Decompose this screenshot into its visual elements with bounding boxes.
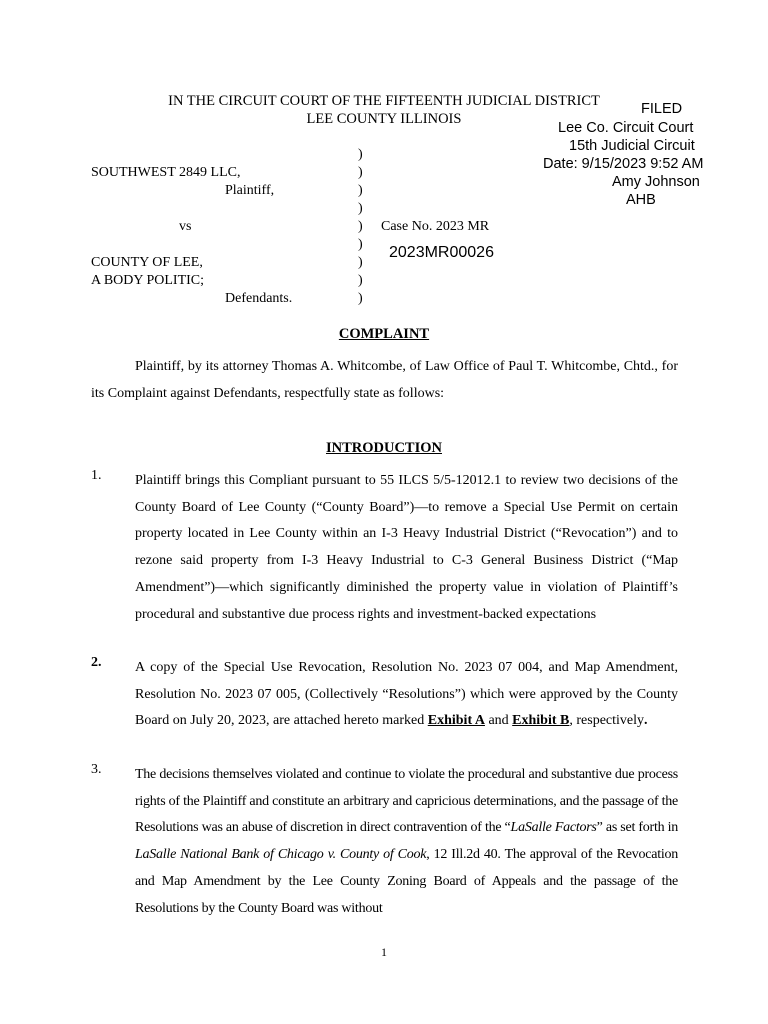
stamp-court: Lee Co. Circuit Court <box>558 120 694 136</box>
caption-paren: ) <box>358 273 363 288</box>
court-header-line2: LEE COUNTY ILLINOIS <box>306 111 462 127</box>
defendant-line1: COUNTY OF LEE, <box>91 255 203 270</box>
caption-paren: ) <box>358 147 363 162</box>
caption-paren: ) <box>358 201 363 216</box>
paragraph-text: and <box>484 713 513 729</box>
plaintiff-role: Plaintiff, <box>225 183 275 198</box>
caption-paren: ) <box>358 255 363 270</box>
document-title: COMPLAINT <box>338 326 430 342</box>
versus-label: vs <box>179 219 192 234</box>
paragraph-number: 3. <box>91 762 102 777</box>
court-header-line1: IN THE CIRCUIT COURT OF THE FIFTEENTH JUDICIAL DISTRICT <box>168 93 600 109</box>
paragraph-text: The decisions themselves violated and continue to violate the procedural and substantive due process rights of the Plaintiff and constitute an arbitrary and capricious determinations, and the passage of the Resolutions was an abuse of discretion in direct contravention of the “ <box>135 767 678 836</box>
stamp-clerk: Amy Johnson <box>612 174 700 190</box>
defendant-role: Defendants. <box>225 291 293 306</box>
paragraph-text: ” as set forth in <box>596 820 678 836</box>
paragraph-text: A copy of the Special Use Revocation, Resolution No. 2023 07 004, and Map Amendment, Resolution No. 2023 07 005, (Collectively “Resolutions”) which were approved by the County Board on July 20, 2023, are attached hereto marked <box>135 660 678 729</box>
defendant-line2: A BODY POLITIC; <box>91 273 205 288</box>
paragraph-number: 1. <box>91 468 102 483</box>
exhibit-a-reference: Exhibit A <box>427 713 485 729</box>
case-number: 2023MR00026 <box>389 244 494 261</box>
section-heading: INTRODUCTION <box>325 440 442 456</box>
paragraph-body <box>135 762 678 922</box>
caption-paren: ) <box>358 183 363 198</box>
case-citation: LaSalle National Bank of Chicago v. County of Cook <box>135 847 427 863</box>
case-number-label: Case No. 2023 MR <box>381 219 490 234</box>
plaintiff-name: SOUTHWEST 2849 LLC, <box>91 165 241 180</box>
stamp-circuit: 15th Judicial Circuit <box>569 138 695 154</box>
page-number: 1 <box>381 945 387 959</box>
exhibit-b-reference: Exhibit B <box>512 713 570 729</box>
caption-paren: ) <box>358 165 363 180</box>
stamp-date: Date: 9/15/2023 9:52 AM <box>543 156 704 172</box>
paragraph-text: , respectively <box>569 713 645 729</box>
paragraph-number: 2. <box>91 655 102 670</box>
paragraph-text: , 12 Ill.2d 40. The approval of the Revocation and Map Amendment by the Lee County Zoning Board of Appeals and the passage of the Resolutions by the County Board was without <box>135 847 678 916</box>
intro-paragraph: Plaintiff, by its attorney Thomas A. Whitcombe, of Law Office of Paul T. Whitcombe, Chtd., for its Complaint against Defendants, respectfully state as follows: <box>91 359 678 401</box>
stamp-filed: FILED <box>641 101 683 117</box>
caption-paren: ) <box>358 219 363 234</box>
stamp-initials: AHB <box>626 192 656 208</box>
paragraph-body: Plaintiff brings this Compliant pursuant to 55 ILCS 5/5-12012.1 to review two decisions of the County Board of Lee County (“County Board”)—to remove a Special Use Permit on certain property located in Lee County within an I-3 Heavy Industrial District (“Revocation”) and to rezone said property from I-3 Heavy Industrial to C-3 General Business District (“Map Amendment”)—which significantly diminished the property value in violation of Plaintiff’s procedural and substantive due process rights and investment-backed expectations <box>135 473 678 622</box>
paragraph-period: . <box>644 713 648 729</box>
caption-paren: ) <box>358 291 363 306</box>
caption-paren: ) <box>358 237 363 252</box>
paragraph-italic: LaSalle Factors <box>510 820 597 836</box>
paragraph-body <box>135 655 678 735</box>
